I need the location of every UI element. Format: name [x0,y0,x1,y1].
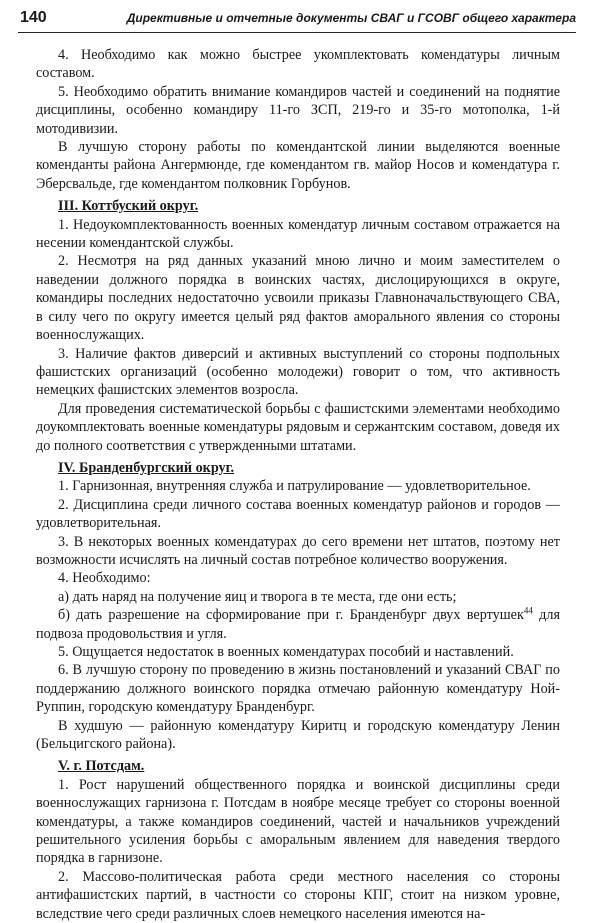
section-heading-text: IV. Бранденбургский округ. [58,459,235,476]
paragraph-text: 4. Необходимо: [58,570,151,587]
paragraph [36,868,560,923]
paragraph-text: а) дать наряд на получение яиц и творога в те места, где они есть; [58,588,457,605]
paragraph-text: В лучшую сторону работы по комендантской линии выделяются военные коменданты района Ангермюнде, где комендантом гв. майор Носов и комендатура г. Эберсвальде, где комендантом полковник Горбунов. [36,139,560,192]
paragraph [36,496,560,533]
section-heading [36,197,560,215]
paragraph-text: Для проведения систематической борьбы с фашистскими элементами необходимо доукомплектовать военные комендатуры рядовым и сержантским составом, доведя их до полного соответствия с утвержденными штатами. [36,400,560,454]
paragraph-text: 3. Наличие фактов диверсий и активных выступлений со стороны подпольных фашистских организаций (особенно молодежи) говорит о том, что активность немецких фашистских элементов возросла. [36,345,560,399]
paragraph [36,588,560,606]
paragraph [36,606,560,643]
paragraph [36,643,560,661]
document-body [36,46,560,923]
page-header [18,6,576,33]
paragraph-text: 1. Гарнизонная, внутренняя служба и патрулирование — удовлетворительное. [58,478,531,495]
paragraph [36,533,560,570]
section-heading [36,459,560,477]
paragraph-text: 3. В некоторых военных комендатурах до сего времени нет штатов, поэтому нет возможности исчислять на личный состав потребное количество вооружения. [36,533,560,568]
paragraph-text: б) дать разрешение на сформирование при г. Бранденбург двух вертушек [58,607,524,624]
paragraph-text: 2. Дисциплина среди личного состава военных комендатур районов и городов — удовлетворительная. [36,496,560,532]
footnote-ref: 44 [523,605,533,616]
running-title: Директивные и отчетные документы СВАГ и ГСОВГ общего характера [126,11,576,25]
paragraph [36,83,560,138]
paragraph [36,400,560,455]
paragraph-text: 5. Необходимо обратить внимание командиров частей и соединений на поднятие дисциплины, особенно командиру 11-го ЗСП, 219-го и 35-го мотополка, 1-й мотодивизии. [36,83,560,137]
paragraph [36,717,560,754]
paragraph-text: 1. Недоукомплектованность военных комендатур личным составом отражается на несении комендантской службы. [36,216,560,252]
paragraph-text: 2. Массово-политическая работа среди местного населения со стороны антифашистских партий, в частности со стороны КПГ, стоит на низком уровне, вследствие чего среди различных слоев немецкого населения имеются на- [36,868,560,922]
paragraph-text: В худшую — районную комендатуру Киритц и городскую комендатуру Ленин (Бельцигского района). [36,717,560,753]
page-number: 140 [20,9,47,26]
section-heading-text: V. г. Потсдам. [58,758,145,775]
paragraph [36,661,560,716]
section-heading [36,757,560,775]
paragraph-text: 4. Необходимо как можно быстрее укомплектовать комендатуры личным составом. [36,47,560,82]
paragraph [36,477,560,495]
paragraph-text: 2. Несмотря на ряд данных указаний мною лично и моим заместителем о наведении должного порядка в воинских частях, дислоцирующихся в округе, командиры последних недостаточно усвоили приказы Главноначальствующего СВА, в силу чего по округу имеется целый ряд фактов аморального явления со стороны военнослужащих. [36,253,560,344]
paragraph-text: 5. Ощущается недостаток в военных комендатурах пособий и наставлений. [58,644,514,660]
section-heading-text: III. Коттбуский округ. [58,198,199,215]
paragraph-text-continued: для подвоза продовольствия и угля. [36,607,560,642]
paragraph-text: 6. В лучшую сторону по проведению в жизнь постановлений и указаний СВАГ по поддержанию должного воинского порядка отмечаю районную комендатуру Ной-Руппин, городскую комендатуру Бранденбург. [36,662,560,716]
paragraph [36,46,560,83]
paragraph [36,252,560,344]
paragraph-text: 1. Рост нарушений общественного порядка и воинской дисциплины среди военнослужащих гарнизона г. Потсдам в ноябре месяце требует со стороны военной комендатуры, а также командиров соединений, частей и начальников учреждений решительного усиления борьбы с аморальным явлением для наведения твердого порядка в гарнизоне. [36,776,560,867]
paragraph [36,216,560,253]
paragraph [36,569,560,587]
paragraph [36,345,560,400]
paragraph [36,138,560,193]
paragraph [36,776,560,868]
